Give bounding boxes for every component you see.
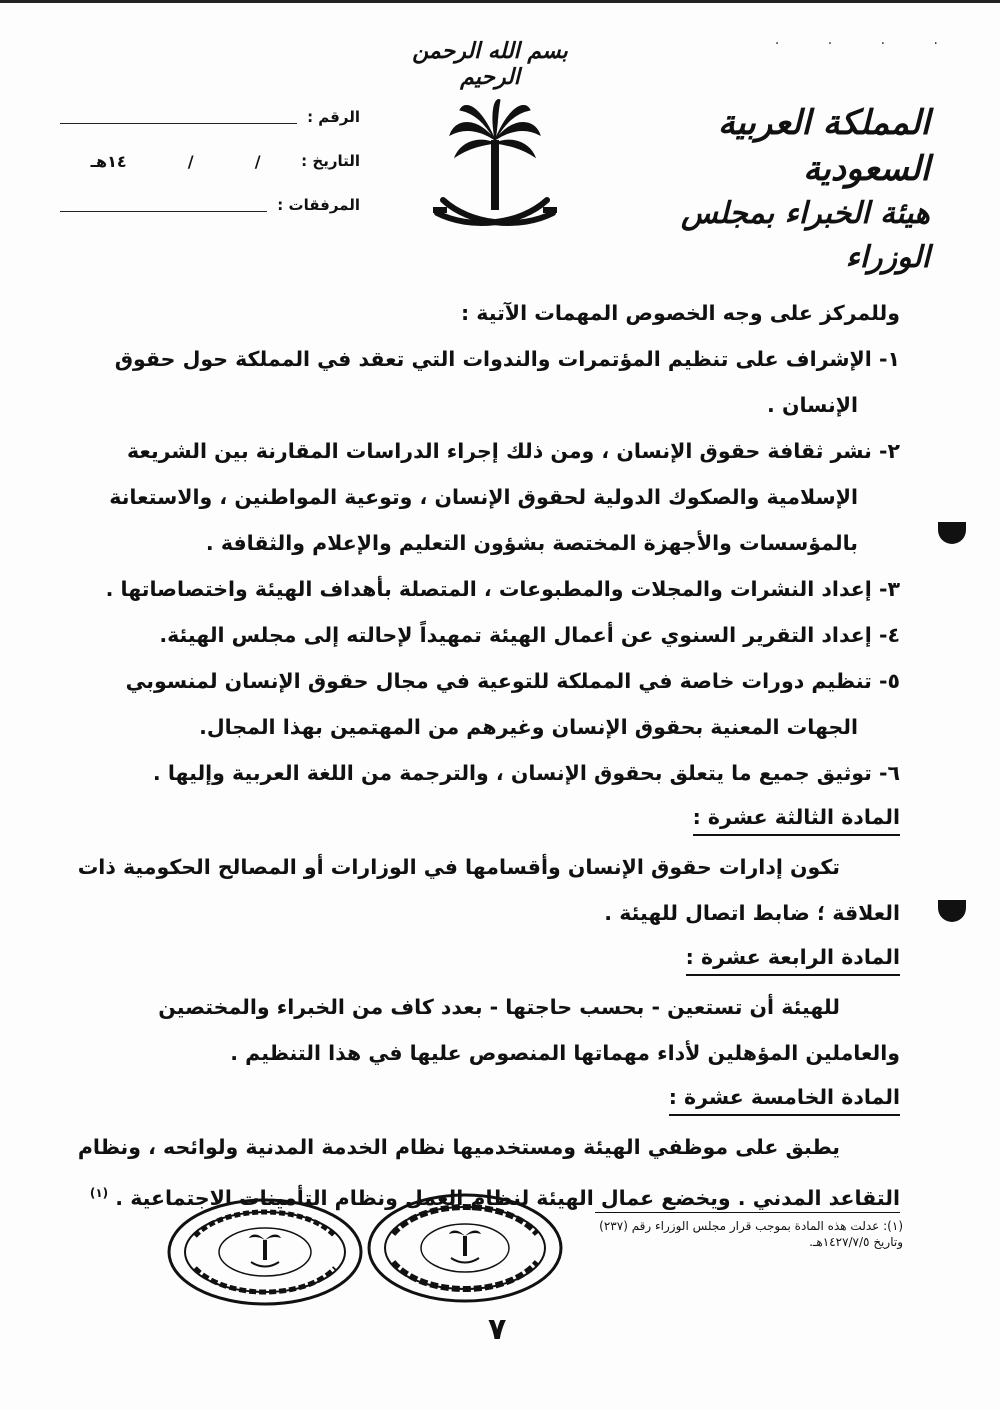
article-13-line-2: العلاقة ؛ ضابط اتصال للهيئة . (604, 901, 900, 925)
page-number: ٧ (488, 1312, 507, 1347)
article-13-line-1: تكون إدارات حقوق الإنسان وأقسامها في الوزارات أو المصالح الحكومية ذات (77, 855, 840, 879)
date-year: ١٤هـ (90, 151, 127, 171)
article-15-line-1: يطبق على موظفي الهيئة ومستخدميها نظام الخدمة المدنية ولوائحه ، ونظام (77, 1135, 840, 1159)
item-6-line-1: ٦- توثيق جميع ما يتعلق بحقوق الإنسان ، والترجمة من اللغة العربية وإليها . (152, 761, 900, 785)
date-slash-1: / (254, 151, 261, 171)
ref-number-row (60, 95, 360, 139)
ref-date-label: التاريخ : (301, 152, 360, 170)
footnote-line-2: وتاريخ ١٤٢٧/٧/٥هـ. (809, 1235, 903, 1249)
top-dots: . . . . (774, 32, 960, 48)
ref-attachments-row (60, 183, 360, 227)
date-slash-2: / (187, 151, 194, 171)
right-seal-stamp (365, 1192, 565, 1304)
item-2-line-3: بالمؤسسات والأجهزة المختصة بشؤون التعليم والإعلام والثقافة . (205, 531, 858, 555)
document-body (77, 290, 900, 1221)
article-14-line-1: للهيئة أن تستعين - بحسب حاجتها - بعدد كاف من الخبراء والمختصين (158, 995, 840, 1019)
item-5-line-1: ٥- تنظيم دورات خاصة في المملكة للتوعية في مجال حقوق الإنسان لمنسوبي (125, 669, 900, 693)
article-15-heading: المادة الخامسة عشرة : (669, 1080, 900, 1116)
ref-number-label: الرقم : (307, 108, 360, 126)
kingdom-title (590, 100, 930, 280)
item-1-line-1: ١- الإشراف على تنظيم المؤتمرات والندوات التي تعقد في المملكة حول حقوق (114, 347, 900, 371)
palm-swords-emblem-icon (425, 95, 565, 245)
item-1-line-2: الإنسان . (767, 393, 858, 417)
article-13-heading: المادة الثالثة عشرة : (693, 800, 900, 836)
reference-block (60, 95, 360, 227)
item-2-line-2: الإسلامية والصكوك الدولية لحقوق الإنسان ، وتوعية المواطنين ، والاستعانة (109, 485, 858, 509)
ref-number-line (60, 111, 297, 124)
footnote-line-1: (١): عدلت هذه المادة بموجب قرار مجلس الوزراء رقم (٢٣٧) (599, 1219, 903, 1233)
article-14-line-2: والعاملين المؤهلين لأداء مهماتها المنصوص عليها في هذا التنظيم . (230, 1041, 900, 1065)
footnote (598, 1218, 903, 1250)
kingdom-name: المملكة العربية السعودية (717, 103, 930, 189)
binder-notch-upper (938, 522, 966, 544)
item-3-line-1: ٣- إعداد النشرات والمجلات والمطبوعات ، المتصلة بأهداف الهيئة واختصاصاتها . (105, 577, 900, 601)
footnote-marker: (١) (89, 1186, 109, 1200)
basmala: بسم الله الرحمن الرحيم (412, 38, 568, 90)
article-14-heading: المادة الرابعة عشرة : (686, 940, 900, 976)
top-border (0, 0, 1000, 3)
footnote-rule (595, 1212, 900, 1213)
left-seal-stamp (165, 1196, 365, 1308)
article-15-line-2-text: التقاعد المدني . ويخضع عمال الهيئة لنظام العمل ونظام التأمينات الاجتماعية . (115, 1185, 900, 1210)
item-5-line-2: الجهات المعنية بحقوق الإنسان وغيرهم من المهتمين بهذا المجال. (199, 715, 858, 739)
ref-date-values (60, 152, 291, 171)
ref-attachments-line (60, 199, 267, 212)
binder-notch-lower (938, 900, 966, 922)
ref-attachments-label: المرفقات : (277, 196, 360, 214)
intro-line: وللمركز على وجه الخصوص المهمات الآتية : (460, 301, 900, 325)
item-4-line-1: ٤- إعداد التقرير السنوي عن أعمال الهيئة تمهيداً لإحالته إلى مجلس الهيئة. (159, 623, 900, 647)
ref-date-row (60, 139, 360, 183)
authority-name: هيئة الخبراء بمجلس الوزراء (680, 196, 930, 275)
item-2-line-1: ٢- نشر ثقافة حقوق الإنسان ، ومن ذلك إجراء الدراسات المقارنة بين الشريعة (126, 439, 900, 463)
